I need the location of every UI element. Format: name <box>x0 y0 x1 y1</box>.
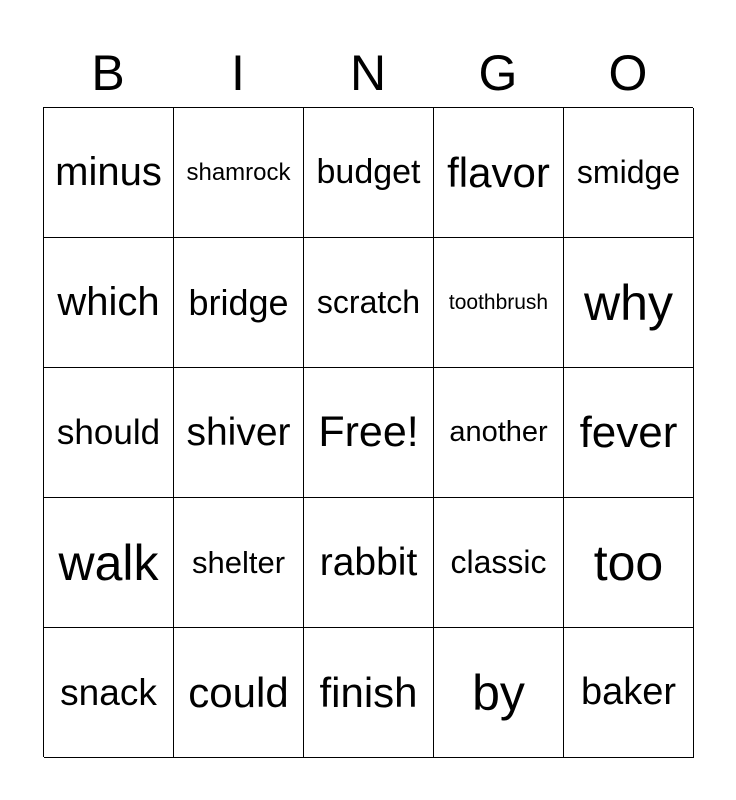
header-letter-g: G <box>478 45 518 101</box>
header-letter-i: I <box>231 45 245 101</box>
bingo-cell[interactable]: classic <box>434 498 564 628</box>
bingo-cell[interactable]: snack <box>44 628 174 758</box>
bingo-cell[interactable]: too <box>564 498 694 628</box>
free-space[interactable]: Free! <box>304 368 434 498</box>
bingo-cell[interactable]: bridge <box>174 238 304 368</box>
bingo-cell[interactable]: shelter <box>174 498 304 628</box>
header-letter-n: N <box>349 45 387 101</box>
bingo-cell[interactable]: by <box>434 628 564 758</box>
bingo-board <box>43 107 693 757</box>
header-letter-b: B <box>91 45 125 101</box>
bingo-cell[interactable]: shiver <box>174 368 304 498</box>
bingo-cell[interactable]: walk <box>44 498 174 628</box>
bingo-cell[interactable]: shamrock <box>174 108 304 238</box>
bingo-header <box>43 38 693 108</box>
bingo-cell[interactable]: finish <box>304 628 434 758</box>
bingo-cell[interactable]: fever <box>564 368 694 498</box>
bingo-cell[interactable]: budget <box>304 108 434 238</box>
bingo-cell[interactable]: rabbit <box>304 498 434 628</box>
bingo-cell[interactable]: toothbrush <box>434 238 564 368</box>
bingo-cell[interactable]: could <box>174 628 304 758</box>
bingo-cell[interactable]: flavor <box>434 108 564 238</box>
bingo-cell[interactable]: should <box>44 368 174 498</box>
bingo-cell[interactable]: smidge <box>564 108 694 238</box>
bingo-cell[interactable]: scratch <box>304 238 434 368</box>
bingo-cell[interactable]: why <box>564 238 694 368</box>
bingo-cell[interactable]: minus <box>44 108 174 238</box>
header-letter-o: O <box>608 45 648 101</box>
bingo-cell[interactable]: baker <box>564 628 694 758</box>
bingo-cell[interactable]: which <box>44 238 174 368</box>
bingo-cell[interactable]: another <box>434 368 564 498</box>
